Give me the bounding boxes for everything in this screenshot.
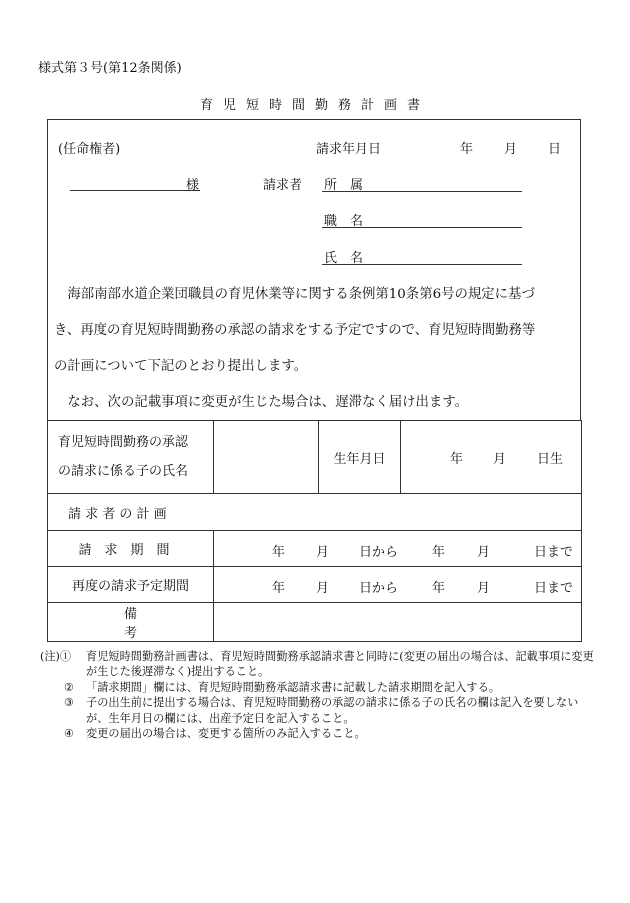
requester-label: 請求者 [263,178,303,193]
period-label: 請求期間 [48,531,214,567]
note-item [40,649,600,680]
period-end-year: 年 [432,545,446,560]
re-period-start-month: 月 [316,581,330,596]
period-start-day: 日から [359,545,399,560]
re-period-end-day: 日まで [534,581,574,596]
document-title: 育児短時間勤務計画書 [199,98,430,113]
period-row [48,531,582,567]
re-period-start-day: 日から [359,581,399,596]
birth-date-field[interactable] [401,421,582,494]
authority-label: (任命権者) [58,142,121,157]
name-field[interactable] [322,264,522,265]
period-start-month: 月 [316,545,330,560]
position-field[interactable] [322,227,522,228]
note-item [40,726,600,741]
form-number: 様式第３号(第12条関係) [38,61,182,76]
note-item [40,680,600,695]
remarks-row [48,603,582,642]
body-line-1: 海部南部水道企業団職員の育児休業等に関する条例第10条第6号の規定に基づ [54,287,535,302]
body-line-3: の計画について下記のとおり提出します。 [54,359,308,374]
name-label: 氏 名 [324,251,364,266]
request-month-label: 月 [504,142,518,157]
request-box [47,119,581,421]
notes [40,649,600,741]
body-line-2: き、再度の育児短時間勤務の承認の請求をする予定ですので、育児短時間勤務等 [54,323,536,338]
birth-date-label: 生年月日 [319,421,401,494]
child-name-label-line-2: の請求に係る子の氏名 [58,464,189,479]
period-field[interactable] [214,531,582,567]
addressee-suffix: 様 [186,178,200,193]
request-year-label: 年 [460,142,474,157]
plan-header-row [48,494,582,531]
body-line-4: なお、次の記載事項に変更が生じた場合は、遅滞なく届け出ます。 [54,395,469,410]
note-text: 育児短時間勤務計画書は、育児短時間勤務承認請求書と同時に(変更の届出の場合は、記載事項に変更が生じた後遅滞なく)提出すること。 [86,650,594,679]
request-date-label: 請求年月日 [316,142,382,157]
note-text: 子の出生前に提出する場合は、育児短時間勤務の承認の請求に係る子の氏名の欄は記入を要しないが、生年月日の欄には、出産予定日を記入すること。 [86,696,579,725]
note-text: 変更の届出の場合は、変更する箇所のみ記入すること。 [86,727,366,741]
birth-day-label: 日生 [537,452,564,467]
re-period-row [48,567,582,603]
remarks-label: 備考 [48,603,214,642]
affiliation-field[interactable] [322,191,522,192]
period-end-day: 日まで [534,545,574,560]
child-name-field[interactable] [214,421,319,494]
child-name-label-line-1: 育児短時間勤務の承認 [58,435,189,450]
plan-header: 請 求 者 の 計 画 [48,494,582,531]
child-row [48,421,582,494]
birth-year-label: 年 [450,452,464,467]
re-period-end-year: 年 [432,581,446,596]
note-mark: ③ [64,696,75,710]
remarks-field[interactable] [214,603,582,642]
birth-month-label: 月 [493,452,507,467]
period-end-month: 月 [477,545,491,560]
re-period-start-year: 年 [272,581,286,596]
affiliation-label: 所 属 [324,178,364,193]
position-label: 職 名 [324,214,364,229]
note-mark: ④ [64,727,75,741]
plan-table [47,420,582,642]
note-item [40,695,600,726]
note-text: 「請求期間」欄には、育児短時間勤務承認請求書に記載した請求期間を記入する。 [86,680,500,694]
period-start-year: 年 [272,545,286,560]
re-period-label: 再度の請求予定期間 [48,567,214,603]
re-period-field[interactable] [214,567,582,603]
note-mark: (注)① [40,650,72,663]
request-day-label: 日 [548,142,562,157]
re-period-end-month: 月 [477,581,491,596]
note-mark: ② [64,680,75,694]
addressee-line[interactable] [70,190,200,191]
child-name-label-cell [48,421,214,494]
